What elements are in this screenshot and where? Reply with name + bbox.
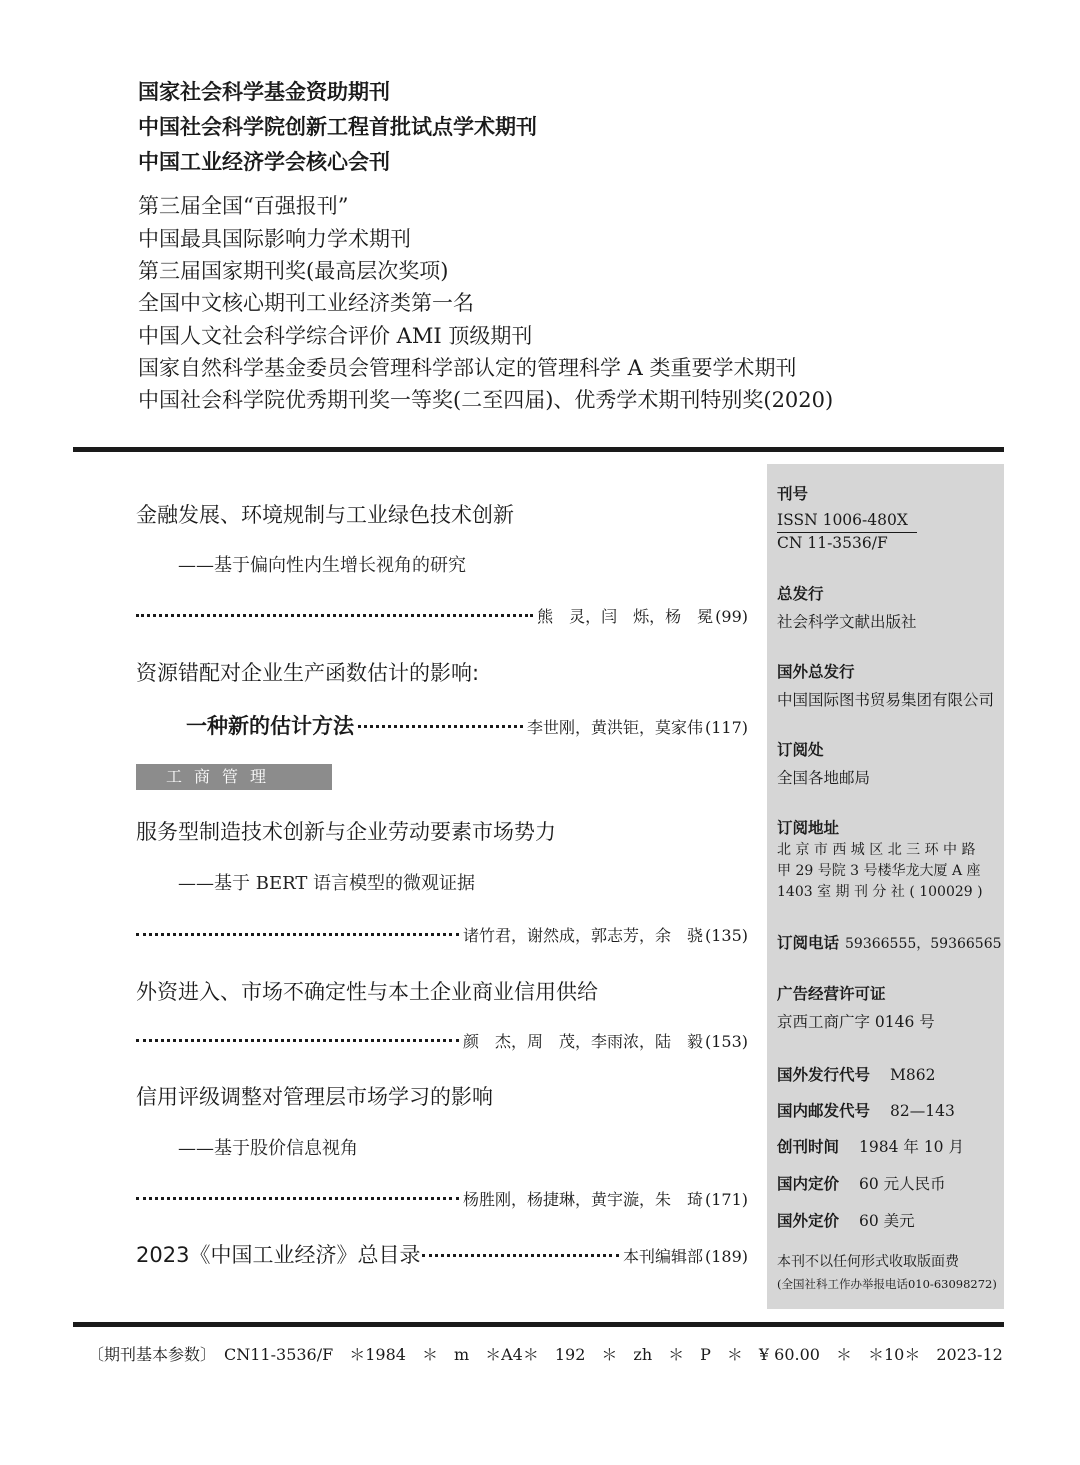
article-page: (99) (715, 607, 748, 626)
bottom-rule (73, 1322, 1004, 1327)
article-title: 外资进入、市场不确定性与本土企业商业信用供给 (136, 980, 598, 1004)
leader-dots (136, 933, 459, 936)
article-byline (136, 1239, 748, 1269)
article-authors: 本刊编辑部 (622, 1247, 703, 1266)
article-title: 服务型制造技术创新与企业劳动要素市场势力 (136, 820, 556, 844)
honor-line: 中国人文社会科学综合评价 AMI 顶级期刊 (138, 324, 533, 348)
issn: ISSN 1006-480X (777, 511, 908, 529)
article-title: 信用评级调整对管理层市场学习的影响 (136, 1085, 493, 1109)
article-byline (136, 1029, 748, 1052)
publisher: 社会科学文献出版社 (777, 613, 917, 631)
article-authors: 杨胜刚，杨捷琳，黄宇漩，朱 琦 (462, 1190, 703, 1209)
honor-line: 中国工业经济学会核心会刊 (138, 150, 390, 174)
foreign-code-row (777, 1063, 935, 1085)
foreign-code-label: 国外发行代号 (777, 1066, 871, 1084)
domestic-price-row (777, 1172, 946, 1194)
address-label: 订阅地址 (777, 819, 840, 837)
article-subtitle: ——基于 BERT 语言模型的微观证据 (178, 873, 476, 894)
article-byline (136, 604, 748, 627)
subscribe: 全国各地邮局 (777, 769, 871, 787)
foreign-price-label: 国外定价 (777, 1212, 840, 1230)
article-subtitle: ——基于股价信息视角 (178, 1138, 358, 1159)
foreign-price: 60 美元 (859, 1212, 915, 1230)
article-page: (135) (704, 926, 748, 945)
domestic-price-label: 国内定价 (777, 1175, 840, 1193)
leader-dots (422, 1254, 619, 1257)
cn-number: CN 11-3536/F (777, 534, 888, 552)
publisher-label: 总发行 (777, 585, 824, 603)
article-authors: 熊 灵，闫 烁，杨 冕 (537, 607, 714, 626)
honor-line: 全国中文核心期刊工业经济类第一名 (138, 291, 474, 315)
honor-line: 第三届全国“百强报刊” (138, 194, 349, 218)
article-page: (117) (704, 718, 748, 737)
article-byline (136, 1187, 748, 1210)
foreign-dist: 中国国际图书贸易集团有限公司 (777, 691, 995, 709)
honor-line: 中国社会科学院优秀期刊奖一等奖(二至四届)、优秀学术期刊特别奖(2020) (138, 388, 834, 412)
honor-line: 国家社会科学基金资助期刊 (138, 80, 390, 104)
fee-notice: 本刊不以任何形式收取版面费 (777, 1254, 959, 1270)
subscribe-label: 订阅处 (777, 741, 824, 759)
section-label: 工商管理 (136, 764, 332, 790)
article-page: (189) (704, 1247, 748, 1266)
domestic-code-label: 国内邮发代号 (777, 1102, 871, 1120)
phone: 59366555，59366565 (845, 936, 1002, 952)
article-title-continued: 一种新的估计方法 (186, 714, 354, 738)
article-title: 资源错配对企业生产函数估计的影响: (136, 661, 480, 685)
domestic-code-row (777, 1099, 955, 1121)
leader-dots (358, 725, 523, 728)
founded-row (777, 1135, 964, 1157)
address-line: 1403 室 期 刊 分 社 ( 100029 ) (777, 884, 983, 900)
article-authors: 颜 杰，周 茂，李雨浓，陆 毅 (462, 1032, 703, 1051)
domestic-code: 82—143 (890, 1102, 955, 1120)
ad-license-label: 广告经营许可证 (777, 985, 886, 1003)
address-line: 甲 29 号院 3 号楼华龙大厦 A 座 (777, 863, 981, 879)
ad-license: 京西工商广字 0146 号 (777, 1013, 935, 1031)
issn-divider (777, 532, 917, 533)
article-subtitle: ——基于偏向性内生增长视角的研究 (178, 555, 466, 576)
article-byline (136, 923, 748, 946)
report-phone-notice: (全国社科工作办举报电话010-63098272) (777, 1277, 997, 1291)
leader-dots (136, 1197, 459, 1200)
leader-dots (136, 614, 533, 617)
honor-line: 第三届国家期刊奖(最高层次奖项) (138, 259, 449, 283)
journal-parameters: 〔期刊基本参数〕 CN11-3536/F ＊1984 ＊ m ＊A4＊ 192 ＊ zh ＊ P ＊ ¥ 60.00 ＊ ＊10＊ 2023-12 (88, 1345, 1003, 1364)
phone-row (777, 931, 1002, 955)
founded: 1984 年 10 月 (859, 1138, 964, 1156)
article-authors: 李世刚，黄洪钜，莫家伟 (526, 718, 703, 737)
article-page: (153) (704, 1032, 748, 1051)
article-title: 金融发展、环境规制与工业绿色技术创新 (136, 503, 514, 527)
leader-dots (136, 1039, 459, 1042)
address-line: 北 京 市 西 城 区 北 三 环 中 路 (777, 842, 976, 858)
publication-info-sidebar (767, 464, 1004, 1309)
article-byline (186, 710, 748, 740)
foreign-code: M862 (890, 1066, 936, 1084)
honor-line: 中国最具国际影响力学术期刊 (138, 227, 411, 251)
kanhao-label: 刊号 (777, 485, 809, 503)
foreign-price-row (777, 1209, 915, 1231)
foreign-dist-label: 国外总发行 (777, 663, 855, 681)
article-authors: 诸竹君，谢然成，郭志芳，余 骁 (462, 926, 703, 945)
honor-line: 国家自然科学基金委员会管理科学部认定的管理科学 A 类重要学术期刊 (138, 356, 797, 380)
article-title: 2023《中国工业经济》总目录 (136, 1243, 421, 1267)
article-page: (171) (704, 1190, 748, 1209)
founded-label: 创刊时间 (777, 1138, 840, 1156)
top-rule (73, 447, 1004, 452)
domestic-price: 60 元人民币 (859, 1175, 946, 1193)
honor-line: 中国社会科学院创新工程首批试点学术期刊 (138, 115, 537, 139)
phone-label: 订阅电话 (777, 934, 840, 952)
